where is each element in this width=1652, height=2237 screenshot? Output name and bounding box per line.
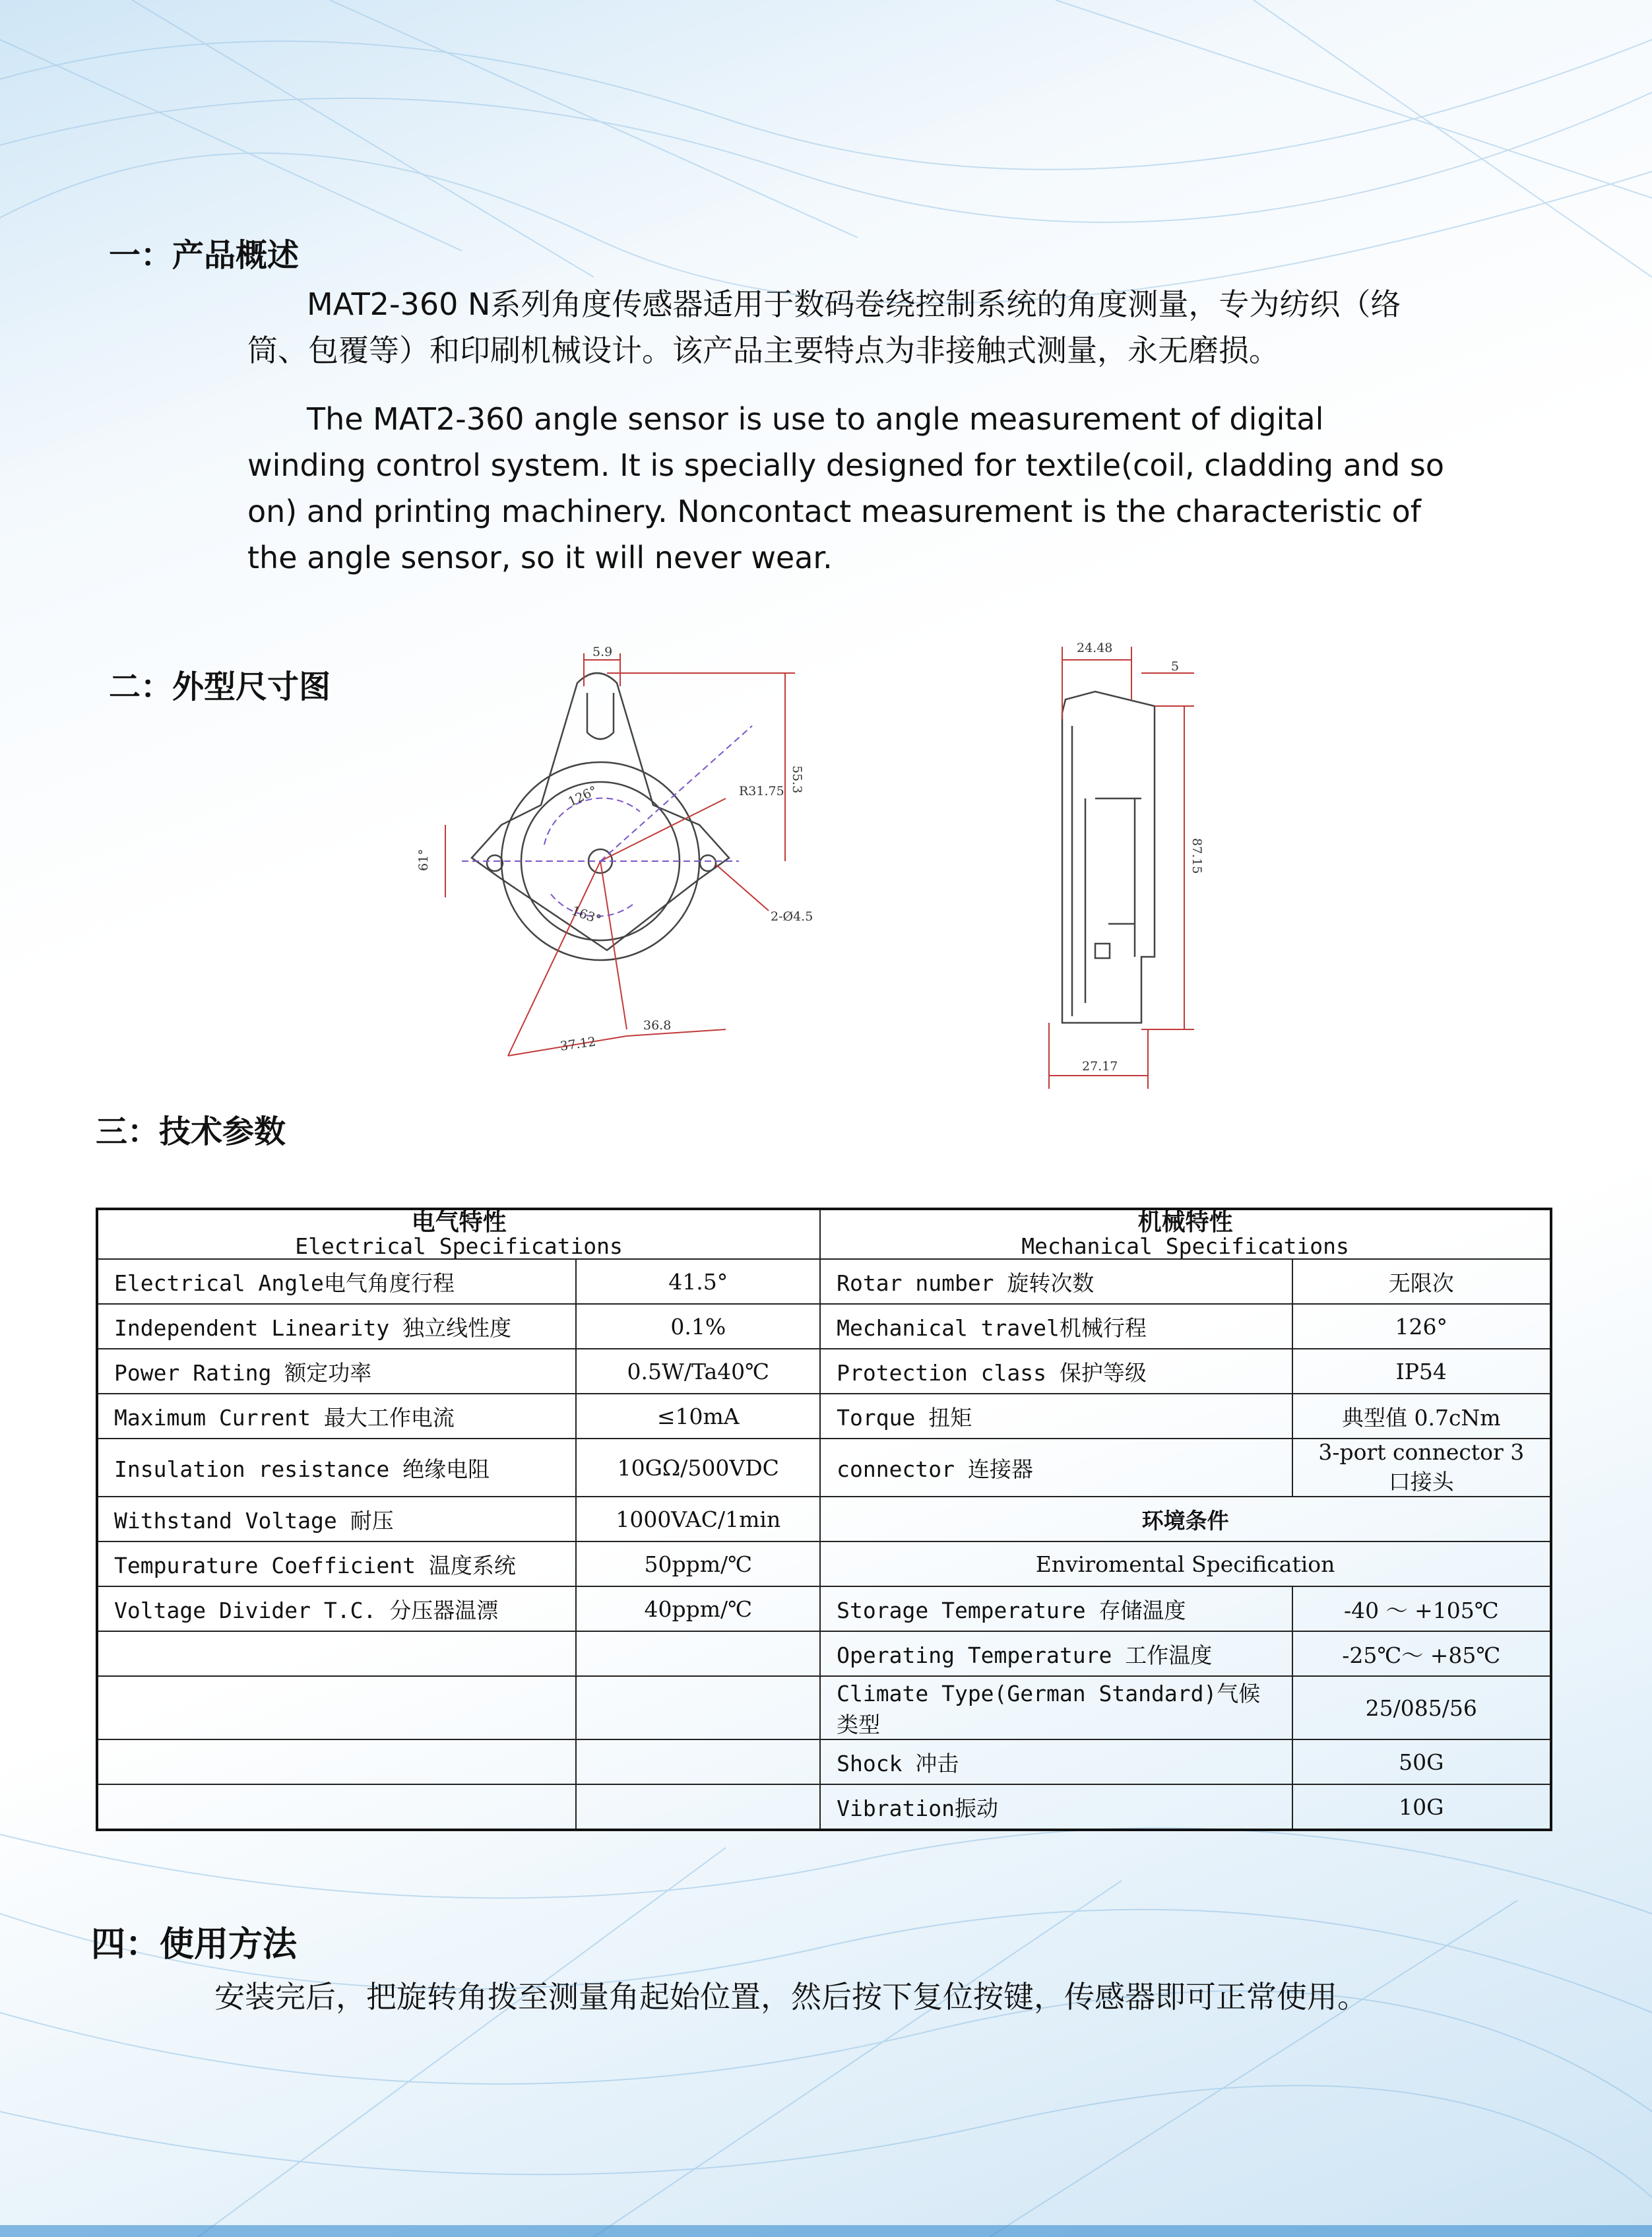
environment-header-cn: 环境条件 <box>820 1497 1551 1541</box>
elec-value: 0.1% <box>576 1304 820 1349</box>
mech-value: 126° <box>1292 1304 1551 1349</box>
table-row <box>97 1439 1551 1497</box>
elec-value: 40ppm/℃ <box>576 1586 820 1631</box>
env-label: Storage Temperature 存储温度 <box>820 1586 1292 1631</box>
environment-header-en: Enviromental Specification <box>820 1541 1551 1586</box>
section-4-title: 四：使用方法 <box>91 1924 298 1964</box>
mech-value: IP54 <box>1292 1349 1551 1394</box>
mech-value: 典型值 0.7cNm <box>1292 1394 1551 1439</box>
env-value: -40 ～ +105℃ <box>1292 1586 1551 1631</box>
env-label: Vibration振动 <box>820 1784 1292 1830</box>
table-row <box>97 1304 1551 1349</box>
empty-cell <box>576 1676 820 1739</box>
empty-cell <box>576 1784 820 1830</box>
mech-label: connector 连接器 <box>820 1439 1292 1497</box>
dim-angle-126: 126° <box>565 783 600 810</box>
mech-label: Rotar number 旋转次数 <box>820 1259 1292 1304</box>
table-row <box>97 1784 1551 1830</box>
mech-label: Torque 扭矩 <box>820 1394 1292 1439</box>
dim-side-bottom: 27.17 <box>1082 1059 1118 1074</box>
section-1-en-paragraph: The MAT2-360 angle sensor is use to angle measurement of digital winding control system. It is specially designed for textile(coil, cladding and so on) and printing machinery. Noncontact measurement is the characteristic of the angle sensor, so it will never wear. <box>247 401 1444 575</box>
side-view-dimension-drawing <box>1036 633 1221 1095</box>
front-view-dimension-drawing <box>409 633 884 1082</box>
elec-label: Voltage Divider T.C. 分压器温漂 <box>97 1586 576 1631</box>
empty-cell <box>97 1739 576 1784</box>
electrical-header-cn: 电气特性 <box>411 1208 507 1236</box>
elec-label: Withstand Voltage 耐压 <box>97 1497 576 1541</box>
empty-cell <box>576 1631 820 1676</box>
elec-label: Tempurature Coefficient 温度系统 <box>97 1541 576 1586</box>
specifications-table <box>96 1208 1552 1831</box>
mechanical-header-cn: 机械特性 <box>1137 1208 1233 1236</box>
elec-label: Maximum Current 最大工作电流 <box>97 1394 576 1439</box>
section-3-title: 三：技术参数 <box>96 1113 286 1150</box>
elec-label: Electrical Angle电气角度行程 <box>97 1259 576 1304</box>
env-label: Operating Temperature 工作温度 <box>820 1631 1292 1676</box>
elec-value: 41.5° <box>576 1259 820 1304</box>
section-2-title: 二：外型尺寸图 <box>109 668 331 705</box>
section-1-title: 一：产品概述 <box>109 237 300 274</box>
table-row <box>97 1259 1551 1304</box>
empty-cell <box>576 1739 820 1784</box>
elec-label: Independent Linearity 独立线性度 <box>97 1304 576 1349</box>
elec-label: Insulation resistance 绝缘电阻 <box>97 1439 576 1497</box>
env-label: Climate Type(German Standard)气候类型 <box>820 1676 1292 1739</box>
dim-angle-163: 163° <box>569 903 603 928</box>
dim-side-height: 87.15 <box>1190 838 1204 874</box>
dim-height: 55.3 <box>790 765 804 794</box>
table-row <box>97 1394 1551 1439</box>
dim-side-top: 24.48 <box>1077 641 1113 655</box>
elec-value: 1000VAC/1min <box>576 1497 820 1541</box>
elec-value: ≤10mA <box>576 1394 820 1439</box>
elec-value: 50ppm/℃ <box>576 1541 820 1586</box>
env-label: Shock 冲击 <box>820 1739 1292 1784</box>
usage-instructions: 安装完后，把旋转角拨至测量角起始位置，然后按下复位按键，传感器即可正常使用。 <box>214 1979 1368 2015</box>
dim-left-span: 37.12 <box>559 1034 597 1054</box>
empty-cell <box>97 1631 576 1676</box>
table-row <box>97 1631 1551 1676</box>
electrical-header <box>97 1209 820 1259</box>
dim-side-angle: 61° <box>416 849 431 871</box>
mech-value: 3-port connector 3 口接头 <box>1292 1439 1551 1497</box>
mech-label: Protection class 保护等级 <box>820 1349 1292 1394</box>
empty-cell <box>97 1784 576 1830</box>
env-value: 10G <box>1292 1784 1551 1830</box>
mechanical-header <box>820 1209 1551 1259</box>
dim-radius: R31.75 <box>739 784 784 798</box>
elec-label: Power Rating 额定功率 <box>97 1349 576 1394</box>
env-value: 25/085/56 <box>1292 1676 1551 1739</box>
mechanical-header-en: Mechanical Specifications <box>1021 1233 1349 1259</box>
table-row <box>97 1586 1551 1631</box>
elec-value: 10GΩ/500VDC <box>576 1439 820 1497</box>
table-row <box>97 1209 1551 1259</box>
env-value: 50G <box>1292 1739 1551 1784</box>
table-row <box>97 1497 1551 1541</box>
mech-label: Mechanical travel机械行程 <box>820 1304 1292 1349</box>
dim-side-step: 5 <box>1171 659 1180 674</box>
elec-value: 0.5W/Ta40℃ <box>576 1349 820 1394</box>
table-row <box>97 1349 1551 1394</box>
dim-mount-holes: 2-Ø4.5 <box>771 909 813 924</box>
section-1-cn-paragraph: MAT2-360 N系列角度传感器适用于数码卷绕控制系统的角度测量，专为纺织（络筒、包覆等）和印刷机械设计。该产品主要特点为非接触式测量，永无磨损。 <box>247 286 1401 368</box>
table-row <box>97 1541 1551 1586</box>
empty-cell <box>97 1676 576 1739</box>
mech-value: 无限次 <box>1292 1259 1551 1304</box>
dim-right-span: 36.8 <box>643 1018 672 1033</box>
electrical-header-en: Electrical Specifications <box>295 1233 623 1259</box>
env-value: -25℃～ +85℃ <box>1292 1631 1551 1676</box>
dim-top-width: 5.9 <box>592 645 613 659</box>
table-row <box>97 1676 1551 1739</box>
table-row <box>97 1739 1551 1784</box>
